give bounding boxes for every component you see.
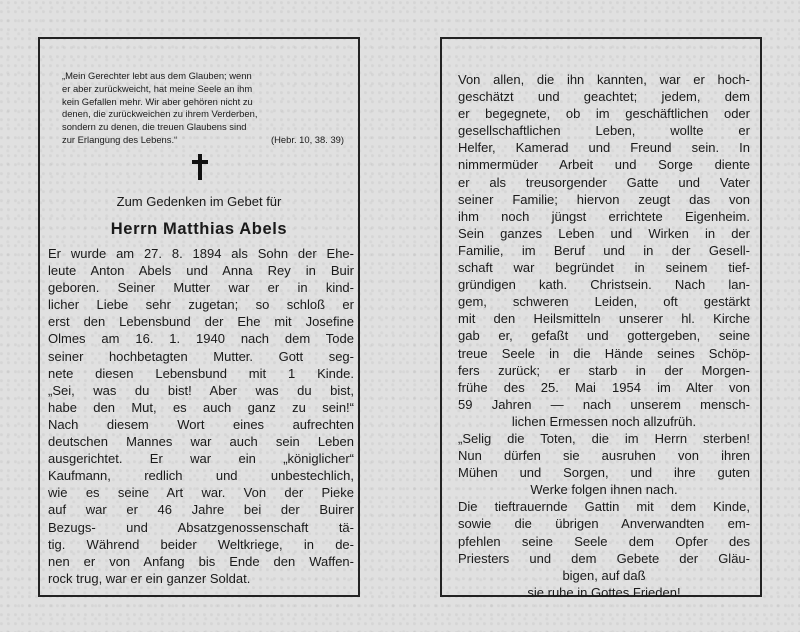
text-line: nete diesen Lebensbund mit 1 Kinde. [48, 365, 354, 381]
text-line: wie es seine Art war. Von der Pieke [48, 485, 354, 501]
text-line: Die tieftrauernde Gattin mit dem Kinde, [458, 499, 750, 515]
text-line: Helfer, Kamerad und Freund sein. In [458, 140, 750, 156]
text-line: bigen, auf daß [562, 567, 646, 583]
text-line: sowie die übrigen Anverwandten em- [458, 516, 750, 532]
text-line: gem, schweren Leiden, oft gestärkt [458, 294, 750, 310]
text-line: seiner hochbetagten Mutter. Gott seg- [48, 348, 354, 364]
text-line: Von allen, die ihn kannten, war er hoch- [458, 72, 750, 87]
quote-line: „Mein Gerechter lebt aus dem Glauben; wenn [62, 70, 252, 81]
text-line: Olmes am 16. 1. 1940 nach dem Tode [48, 331, 354, 347]
text-line: auf war er 46 Jahre bei der Buirer [48, 502, 354, 518]
text-line: fers zurück; er starb in der Morgen- [458, 362, 750, 378]
text-line: nimmermüder Arbeit und Sorge diente [458, 157, 750, 173]
text-line: Nun dürfen sie ausruhen von ihren [458, 448, 750, 464]
text-line: Bezugs- und Absatzgenossenschaft tä- [48, 519, 354, 535]
text-line: Sein ganzes Leben und Wirken in der [458, 225, 750, 241]
biography-right [458, 71, 750, 601]
text-line: Priesters und dem Gebete der Gläu- [458, 550, 750, 566]
text-line: geboren. Seiner Mutter war er in kind- [48, 280, 354, 296]
quote-line: denen, die zurückweichen zu ihrem Verderben, [62, 108, 258, 120]
deceased-name: Herrn Matthias Abels [110, 220, 288, 238]
text-line: treue Seele in die Hände seines Schöp- [458, 345, 750, 361]
text-line: tig. Während beider Weltkriege, in de- [48, 536, 354, 552]
quote-reference: (Hebr. 10, 38. 39) [271, 133, 344, 145]
text-line: ausgerichtet. Er war ein „königlicher“ [48, 451, 354, 467]
text-line: licher Liebe sehr zugetan; so schloß er [48, 297, 354, 313]
quote-line: kein Gefallen mehr. Wir aber gehören nicht zu [62, 95, 253, 107]
cross-icon [191, 154, 209, 180]
quote-line-last [62, 134, 344, 147]
text-line: Er wurde am 27. 8. 1894 als Sohn der Ehe- [48, 246, 354, 261]
quote-line: er aber zurückweicht, hat meine Seele an ihm [62, 82, 253, 94]
text-line: nen er von Anfang bis Ende den Waffen- [48, 553, 354, 569]
memorial-line: Zum Gedenken im Gebet für [116, 194, 282, 209]
text-line: lichen Ermessen noch allzufrüh. [511, 413, 697, 429]
text-line: geschätzt und geachtet; jedem, dem [458, 89, 750, 105]
left-panel [38, 37, 360, 597]
text-line: er begegnete, ob im geschäftlichen oder [458, 106, 750, 122]
quote-line: sondern zu denen, die treuen Glaubens sind [62, 121, 247, 133]
text-line: „Selig die Toten, die im Herrn sterben! [458, 430, 750, 446]
text-line: seiner Familie; hiervon zeugt das von [458, 191, 750, 207]
text-line: Mühen und Sorgen, und ihre guten [458, 465, 750, 481]
text-line: Kaufmann, redlich und unbestechlich, [48, 468, 354, 484]
quote-line: zur Erlangung des Lebens.“ [62, 133, 178, 145]
text-line: er als treusorgender Gatte und Vater [458, 174, 750, 190]
text-line: habe den Mut, es auch ganz zu sein!“ [48, 399, 354, 415]
text-line: erst den Lebensbund der Ehe mit Josefine [48, 314, 354, 330]
text-line: rock trug, war er ein ganzer Soldat. [48, 570, 251, 586]
right-panel [440, 37, 762, 600]
bible-quote [62, 70, 344, 147]
text-line: frühe des 25. Mai 1954 im Alter von [458, 379, 750, 395]
text-line: sie ruhe in Gottes Frieden! [527, 584, 681, 600]
text-line: schaft war begründet in seinem tief- [458, 260, 750, 276]
biography-left [48, 245, 354, 587]
text-line: gesellschaftlichen Leben, wollte er [458, 123, 750, 139]
text-line: pfehlen seine Seele dem Opfer des [458, 533, 750, 549]
text-line: leute Anton Abels und Anna Rey in Buir [48, 263, 354, 279]
text-line: Nach diesem Wort eines aufrechten [48, 416, 354, 432]
text-line: Familie, im Beruf und in der Gesell- [458, 242, 750, 258]
text-line: mit den Heilsmitteln unserer hl. Kirche [458, 311, 750, 327]
text-line: deutschen Mannes war auch sein Leben [48, 434, 354, 450]
text-line: „Sei, was du bist! Aber was du bist, [48, 382, 354, 398]
text-line: 59 Jahren — nach unserem mensch- [458, 396, 750, 412]
text-line: Werke folgen ihnen nach. [530, 482, 678, 498]
text-line: gab er, gefaßt und gottergeben, seine [458, 328, 750, 344]
text-line: ihm noch jüngst errichtete Eigenheim. [458, 208, 750, 224]
text-line: gründigen kath. Christsein. Nach lan- [458, 277, 750, 293]
